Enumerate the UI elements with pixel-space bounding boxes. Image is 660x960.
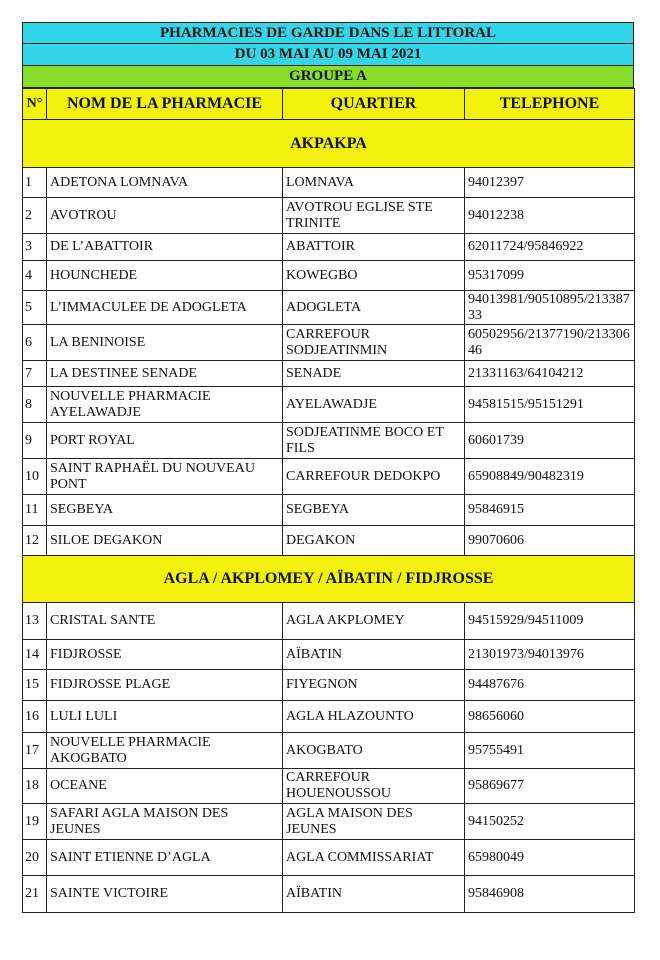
table-row bbox=[23, 168, 635, 198]
table-row bbox=[23, 603, 635, 640]
pharmacy-name: AVOTROU bbox=[47, 198, 283, 234]
quartier-cell: AGLA HLAZOUNTO bbox=[283, 701, 465, 733]
quartier-cell: SENADE bbox=[283, 361, 465, 387]
pharmacy-name: NOUVELLE PHARMACIE AKOGBATO bbox=[47, 733, 283, 769]
quartier-cell: AÏBATIN bbox=[283, 640, 465, 670]
row-number: 17 bbox=[23, 733, 47, 769]
telephone-cell: 94487676 bbox=[465, 670, 635, 701]
table-row bbox=[23, 387, 635, 423]
table-body bbox=[23, 120, 635, 913]
row-number: 19 bbox=[23, 804, 47, 840]
pharmacy-name: FIDJROSSE PLAGE bbox=[47, 670, 283, 701]
telephone-cell: 94012238 bbox=[465, 198, 635, 234]
telephone-cell: 95846915 bbox=[465, 495, 635, 526]
table-row bbox=[23, 234, 635, 261]
pharmacy-name: CRISTAL SANTE bbox=[47, 603, 283, 640]
row-number: 15 bbox=[23, 670, 47, 701]
table-row bbox=[23, 423, 635, 459]
pharmacy-name: SAINT ETIENNE D’AGLA bbox=[47, 840, 283, 876]
quartier-cell: AGLA MAISON DES JEUNES bbox=[283, 804, 465, 840]
section-header-row bbox=[23, 120, 635, 168]
row-number: 7 bbox=[23, 361, 47, 387]
table-row bbox=[23, 526, 635, 556]
quartier-cell: CARREFOUR HOUENOUSSOU bbox=[283, 769, 465, 804]
date-range: DU 03 MAI AU 09 MAI 2021 bbox=[22, 44, 634, 66]
pharmacy-name: PORT ROYAL bbox=[47, 423, 283, 459]
section-header-row bbox=[23, 556, 635, 603]
telephone-cell: 60601739 bbox=[465, 423, 635, 459]
row-number: 5 bbox=[23, 291, 47, 325]
table-row bbox=[23, 495, 635, 526]
row-number: 1 bbox=[23, 168, 47, 198]
quartier-cell: AYELAWADJE bbox=[283, 387, 465, 423]
row-number: 11 bbox=[23, 495, 47, 526]
row-number: 13 bbox=[23, 603, 47, 640]
pharmacy-name: L’IMMACULEE DE ADOGLETA bbox=[47, 291, 283, 325]
table-row bbox=[23, 769, 635, 804]
quartier-cell: KOWEGBO bbox=[283, 261, 465, 291]
table-row bbox=[23, 198, 635, 234]
row-number: 16 bbox=[23, 701, 47, 733]
quartier-cell: AGLA COMMISSARIAT bbox=[283, 840, 465, 876]
table-header-row bbox=[23, 89, 635, 120]
pharmacy-name: LA BENINOISE bbox=[47, 325, 283, 361]
pharmacy-name: SAFARI AGLA MAISON DES JEUNES bbox=[47, 804, 283, 840]
telephone-cell: 94581515/95151291 bbox=[465, 387, 635, 423]
quartier-cell: AGLA AKPLOMEY bbox=[283, 603, 465, 640]
quartier-cell: ABATTOIR bbox=[283, 234, 465, 261]
quartier-cell: SODJEATINME BOCO ET FILS bbox=[283, 423, 465, 459]
quartier-cell: CARREFOUR DEDOKPO bbox=[283, 459, 465, 495]
pharmacy-name: FIDJROSSE bbox=[47, 640, 283, 670]
pharmacy-name: SILOE DEGAKON bbox=[47, 526, 283, 556]
quartier-cell: ADOGLETA bbox=[283, 291, 465, 325]
telephone-cell: 65908849/90482319 bbox=[465, 459, 635, 495]
telephone-cell: 95869677 bbox=[465, 769, 635, 804]
row-number: 4 bbox=[23, 261, 47, 291]
column-header-name: NOM DE LA PHARMACIE bbox=[47, 89, 283, 120]
telephone-cell: 21301973/94013976 bbox=[465, 640, 635, 670]
quartier-cell: DEGAKON bbox=[283, 526, 465, 556]
section-title: AGLA / AKPLOMEY / AÏBATIN / FIDJROSSE bbox=[23, 556, 635, 603]
table-row bbox=[23, 701, 635, 733]
pharmacy-name: SEGBEYA bbox=[47, 495, 283, 526]
column-header-telephone: TELEPHONE bbox=[465, 89, 635, 120]
document-title: PHARMACIES DE GARDE DANS LE LITTORAL bbox=[22, 22, 634, 44]
row-number: 12 bbox=[23, 526, 47, 556]
table-row bbox=[23, 291, 635, 325]
telephone-cell: 60502956/21377190/21330646 bbox=[465, 325, 635, 361]
row-number: 14 bbox=[23, 640, 47, 670]
telephone-cell: 21331163/64104212 bbox=[465, 361, 635, 387]
quartier-cell: AÏBATIN bbox=[283, 876, 465, 913]
row-number: 6 bbox=[23, 325, 47, 361]
telephone-cell: 94515929/94511009 bbox=[465, 603, 635, 640]
row-number: 3 bbox=[23, 234, 47, 261]
telephone-cell: 94013981/90510895/21338733 bbox=[465, 291, 635, 325]
pharmacy-name: SAINTE VICTOIRE bbox=[47, 876, 283, 913]
table-row bbox=[23, 325, 635, 361]
telephone-cell: 62011724/95846922 bbox=[465, 234, 635, 261]
group-label: GROUPE A bbox=[22, 66, 634, 88]
pharmacy-name: NOUVELLE PHARMACIE AYELAWADJE bbox=[47, 387, 283, 423]
pharmacy-name: ADETONA LOMNAVA bbox=[47, 168, 283, 198]
table-row bbox=[23, 804, 635, 840]
pharmacy-name: LULI LULI bbox=[47, 701, 283, 733]
table-row bbox=[23, 459, 635, 495]
pharmacy-duty-sheet bbox=[22, 22, 634, 913]
telephone-cell: 94150252 bbox=[465, 804, 635, 840]
row-number: 20 bbox=[23, 840, 47, 876]
row-number: 18 bbox=[23, 769, 47, 804]
section-title: AKPAKPA bbox=[23, 120, 635, 168]
column-header-number: N° bbox=[23, 89, 47, 120]
telephone-cell: 65980049 bbox=[465, 840, 635, 876]
pharmacy-name: LA DESTINEE SENADE bbox=[47, 361, 283, 387]
telephone-cell: 98656060 bbox=[465, 701, 635, 733]
telephone-cell: 95317099 bbox=[465, 261, 635, 291]
telephone-cell: 95755491 bbox=[465, 733, 635, 769]
quartier-cell: CARREFOUR SODJEATINMIN bbox=[283, 325, 465, 361]
telephone-cell: 95846908 bbox=[465, 876, 635, 913]
quartier-cell: FIYEGNON bbox=[283, 670, 465, 701]
pharmacy-name: HOUNCHEDE bbox=[47, 261, 283, 291]
column-header-quartier: QUARTIER bbox=[283, 89, 465, 120]
pharmacy-table bbox=[22, 88, 635, 913]
table-row bbox=[23, 840, 635, 876]
quartier-cell: LOMNAVA bbox=[283, 168, 465, 198]
pharmacy-name: DE L’ABATTOIR bbox=[47, 234, 283, 261]
table-row bbox=[23, 261, 635, 291]
pharmacy-name: SAINT RAPHAËL DU NOUVEAU PONT bbox=[47, 459, 283, 495]
quartier-cell: AKOGBATO bbox=[283, 733, 465, 769]
table-row bbox=[23, 361, 635, 387]
table-row bbox=[23, 640, 635, 670]
row-number: 21 bbox=[23, 876, 47, 913]
row-number: 9 bbox=[23, 423, 47, 459]
telephone-cell: 99070606 bbox=[465, 526, 635, 556]
quartier-cell: AVOTROU EGLISE STE TRINITE bbox=[283, 198, 465, 234]
quartier-cell: SEGBEYA bbox=[283, 495, 465, 526]
row-number: 10 bbox=[23, 459, 47, 495]
table-row bbox=[23, 733, 635, 769]
table-row bbox=[23, 876, 635, 913]
row-number: 8 bbox=[23, 387, 47, 423]
table-row bbox=[23, 670, 635, 701]
row-number: 2 bbox=[23, 198, 47, 234]
telephone-cell: 94012397 bbox=[465, 168, 635, 198]
pharmacy-name: OCEANE bbox=[47, 769, 283, 804]
